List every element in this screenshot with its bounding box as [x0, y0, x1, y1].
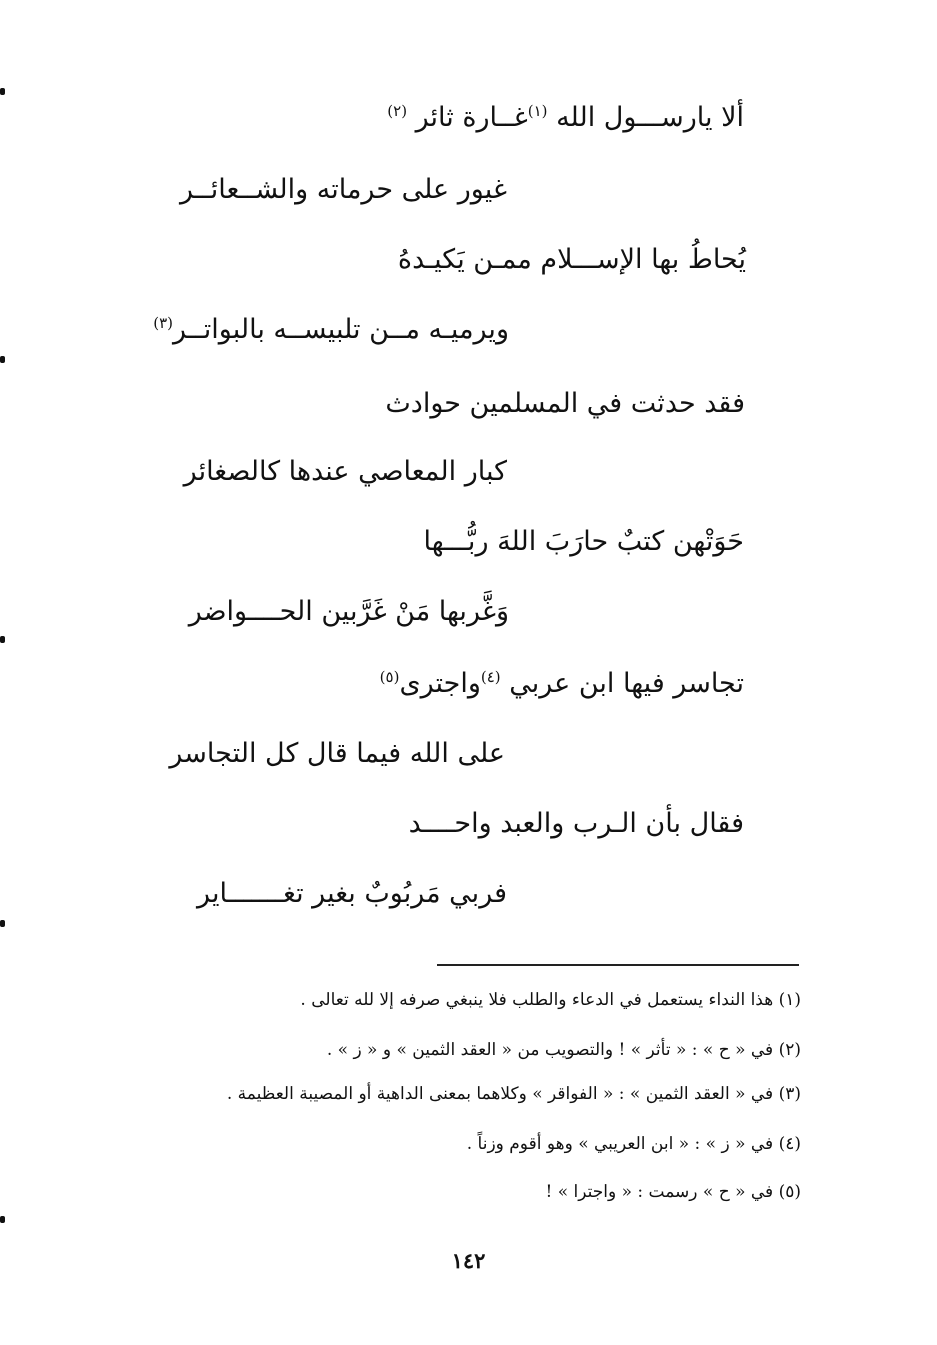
verse-line	[189, 598, 509, 625]
footnote: (٣) في « العقد الثمين » : « الفواقر » وكلاهما بمعنى الداهية أو المصيبة العظيمة .	[226, 1084, 801, 1104]
footnote: (٢) في « ح » : « تأثر » ! والتصويب من « العقد الثمين » و « ز » .	[326, 1040, 801, 1060]
scan-edge-mark	[0, 88, 5, 95]
verse-text: ألا يارســـول الله	[547, 102, 744, 133]
footnote: (٤) في « ز » : « ابن العريبي » وهو أقوم وزناً .	[466, 1134, 801, 1154]
verse-text: على الله فيما قال كل التجاسر	[169, 738, 505, 769]
scan-edge-mark	[0, 1216, 5, 1223]
verse-text: تجاسر فيها ابن عربي	[500, 668, 744, 699]
verse-text: واجترى	[399, 668, 481, 699]
verse-line	[385, 390, 745, 417]
footnote-ref: (١)	[527, 102, 548, 120]
footnote: (٥) في « ح » رسمت : « واجترا » !	[545, 1182, 801, 1202]
scan-edge-mark	[0, 356, 5, 363]
verse-text: ويرميـه مــن تلبيســه بالبواتــر	[173, 314, 509, 345]
verse-text: غــارة ثائر	[407, 102, 528, 133]
verse-line	[169, 740, 505, 767]
scan-edge-mark	[0, 920, 5, 927]
verse-line	[424, 528, 744, 555]
footnote-ref: (٥)	[379, 668, 400, 686]
footnote-ref: (٣)	[153, 314, 174, 332]
verse-text: فربي مَربُوبٌ بغير تغـــــــاير	[197, 878, 507, 909]
verse-text: فقد حدثت في المسلمين حوادث	[385, 388, 745, 419]
verse-line	[197, 880, 507, 907]
verse-line	[398, 246, 746, 273]
page-number: ١٤٢	[451, 1248, 486, 1273]
scan-edge-mark	[0, 636, 5, 643]
verse-text: يُحاطُ بها الإســـلام ممـن يَكيـدهُ	[397, 244, 746, 275]
verse-line	[184, 458, 507, 485]
footnote-ref: (٤)	[480, 668, 501, 686]
verse-line	[387, 104, 744, 131]
verse-line	[380, 670, 744, 697]
verse-line	[180, 176, 507, 203]
verse-text: فقال بأن الـرب والعبد واحــــد	[408, 808, 744, 839]
verse-line	[153, 316, 509, 343]
footnote-ref: (٢)	[387, 102, 408, 120]
verse-text: وَغَّربها مَنْ غَرَّبين الحــــواضر	[188, 596, 509, 627]
verse-text: غيور على حرماته والشــعائــر	[180, 174, 507, 205]
verse-line	[409, 810, 744, 837]
verse-text: كبار المعاصي عندها كالصغائر	[183, 456, 507, 487]
footnote-separator	[437, 964, 799, 966]
footnote: (١) هذا النداء يستعمل في الدعاء والطلب فلا ينبغي صرفه إلا لله تعالى .	[300, 990, 801, 1010]
verse-text: حَوَتْهن كتبٌ حارَبَ اللهَ ربُّـــها	[423, 526, 744, 557]
